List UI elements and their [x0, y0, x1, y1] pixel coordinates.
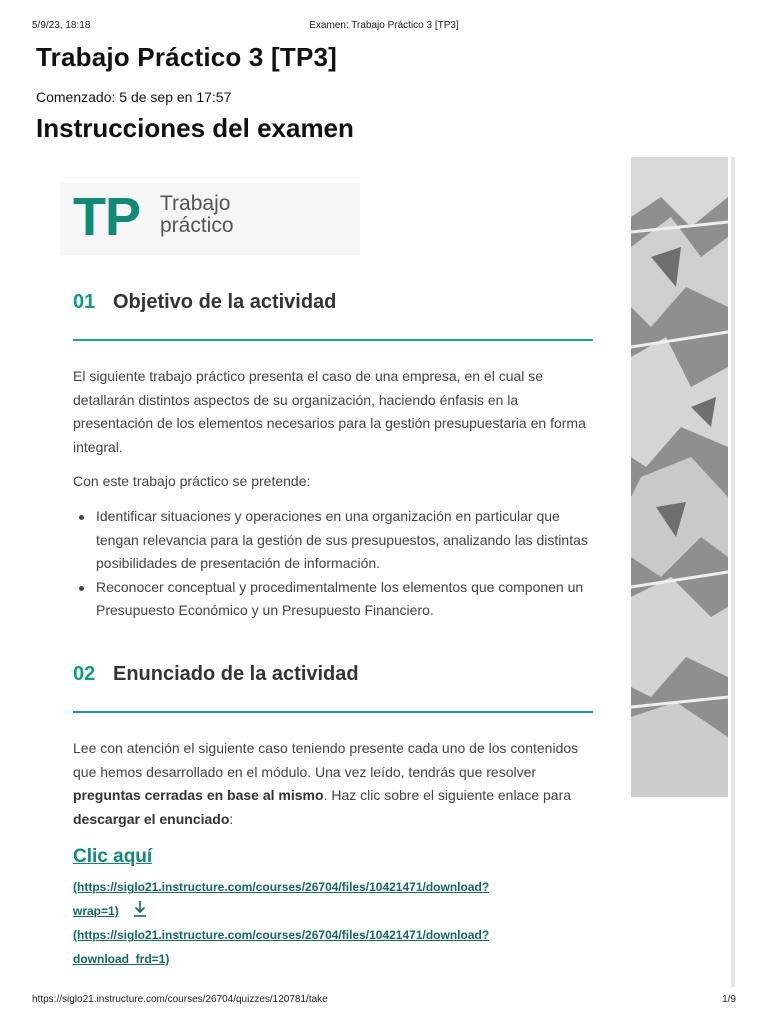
- statement-url-line-1[interactable]: (https://siglo21.instructure.com/courses/26704/files/10421471/download?: [73, 880, 490, 894]
- download-statement-link[interactable]: Clic aquí: [73, 846, 153, 867]
- list-item: [73, 576, 593, 623]
- quiz-title: Trabajo Práctico 3 [TP3]: [36, 42, 338, 72]
- list-item-text: Reconocer conceptual y procedimentalmente los elementos que componen un Presupuesto Económico y un Presupuesto Financiero.: [96, 578, 584, 618]
- instructions-title: Instrucciones del examen: [36, 113, 354, 143]
- objective-lead: Con este trabajo práctico se pretende:: [73, 473, 311, 489]
- logo-line-1: Trabajo: [160, 192, 231, 215]
- statement-text-1: Lee con atención el siguiente caso teniendo presente cada uno de los contenidos que hemos desarrollado en el módulo. Una vez leído, tendrás que resolver: [73, 740, 579, 780]
- tp-logo: [60, 183, 360, 255]
- decorative-side-image: [631, 157, 728, 797]
- objective-paragraph: El siguiente trabajo práctico presenta el caso de una empresa, en el cual se detallarán distintos aspectos de su organización, haciendo énfasis en la presentación de los elementos necesarios para la gestión presupuestaria en forma integral.: [73, 368, 586, 455]
- statement-bold-2: descargar el enunciado: [73, 810, 230, 827]
- page-number: 1/9: [722, 994, 736, 1005]
- bullet-icon: [79, 515, 84, 520]
- statement-url-line-2[interactable]: wrap=1): [73, 904, 119, 918]
- print-document-title: Examen: Trabajo Práctico 3 [TP3]: [309, 20, 459, 31]
- statement-bold-1: preguntas cerradas en base al mismo: [73, 787, 324, 803]
- section-02-title: Enunciado de la actividad: [113, 663, 359, 685]
- download-icon[interactable]: [132, 900, 148, 918]
- bullet-icon: [79, 586, 84, 591]
- list-item: [73, 505, 593, 576]
- section-02-heading: [73, 663, 593, 713]
- objective-list: [73, 505, 593, 623]
- logo-line-2: práctico: [160, 214, 234, 237]
- section-01-title: Objetivo de la actividad: [113, 291, 337, 313]
- logo-text: [160, 193, 234, 237]
- architecture-image: [631, 157, 728, 797]
- print-datetime: 5/9/23, 18:18: [32, 20, 91, 31]
- footer-url: https://siglo21.instructure.com/courses/26704/quizzes/120781/take: [32, 994, 328, 1005]
- download-url-line-2[interactable]: download_frd=1): [73, 952, 170, 966]
- download-url-line-1[interactable]: (https://siglo21.instructure.com/courses/26704/files/10421471/download?: [73, 928, 490, 942]
- logo-mark: TP: [73, 187, 141, 247]
- section-02-number: 02: [73, 663, 96, 685]
- statement-paragraph: [73, 737, 593, 831]
- section-01-heading: [73, 291, 593, 341]
- started-timestamp: Comenzado: 5 de sep en 17:57: [36, 89, 232, 105]
- statement-text-3: :: [229, 810, 234, 827]
- section-01-number: 01: [73, 291, 96, 313]
- page-scrollbar[interactable]: [731, 157, 735, 987]
- list-item-text: Identificar situaciones y operaciones en una organización en particular que tengan relevancia para la gestión de sus presupuestos, analizando las distintas posibilidades de presentación de información.: [96, 508, 588, 571]
- statement-text-2: . Haz clic sobre el siguiente enlace para: [323, 787, 572, 803]
